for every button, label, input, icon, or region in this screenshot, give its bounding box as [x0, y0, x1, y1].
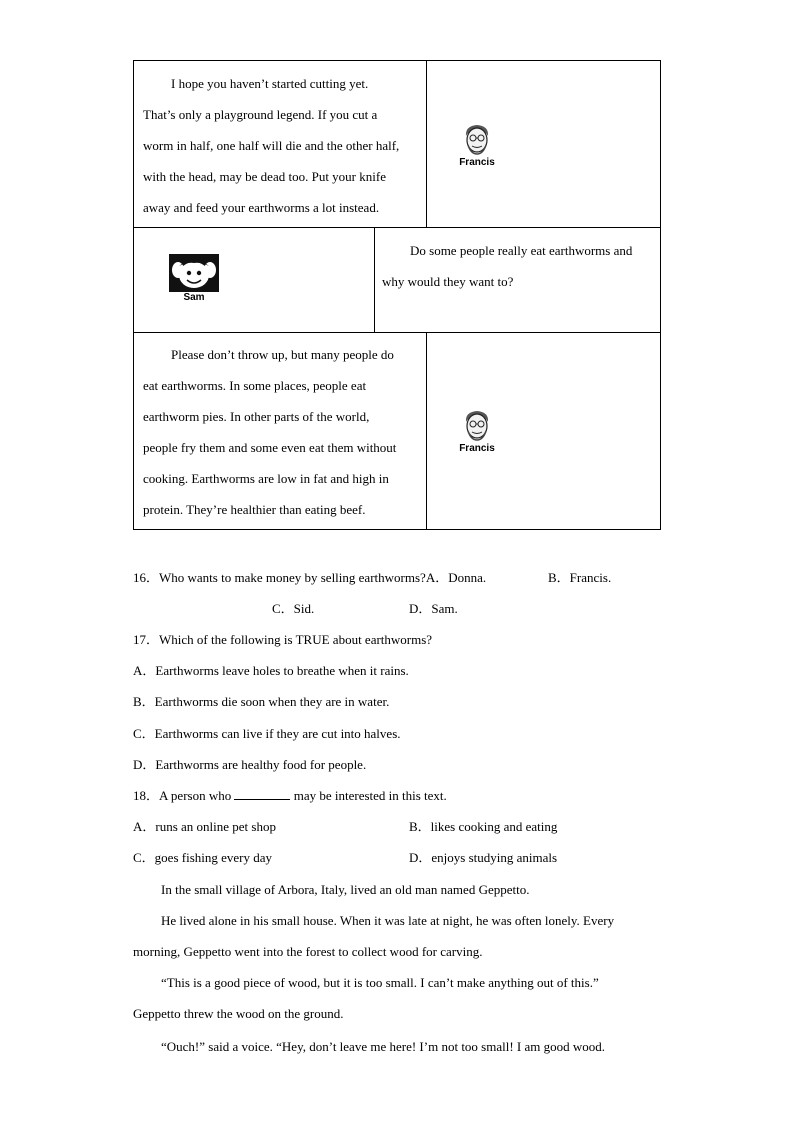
question-16-option-a: A．Donna. [425, 570, 487, 585]
sam-portrait-cell [134, 228, 375, 332]
question-18-option-a: A．runs an online pet shop [133, 819, 276, 834]
sam-name: Sam [183, 292, 205, 303]
sam-avatar [168, 254, 220, 304]
line: worm in half, one half will die and the other half, [143, 138, 400, 153]
story-paragraph-2-line-1: He lived alone in his small house. When it was late at night, he was often lonely. Every [161, 913, 615, 928]
question-17-stem: 17．Which of the following is TRUE about earthworms? [133, 632, 433, 647]
question-18-stem-end: may be interested in this text. [290, 788, 447, 803]
dialog-row-francis-1 [134, 61, 660, 228]
line: away and feed your earthworms a lot instead. [143, 200, 380, 215]
sam-question [382, 235, 632, 297]
story-paragraph-3-line-1: “This is a good piece of wood, but it is too small. I can’t make anything out of this.” [161, 975, 599, 990]
line: I hope you haven’t started cutting yet. [171, 76, 369, 91]
story-paragraph-4: “Ouch!” said a voice. “Hey, don’t leave me here! I’m not too small! I am good wood. [161, 1039, 606, 1054]
sam-question-cell [375, 228, 660, 332]
francis-portrait-cell-2 [427, 333, 660, 530]
francis-name: Francis [459, 157, 495, 168]
line: people fry them and some even eat them without [143, 440, 397, 455]
francis-avatar-2 [457, 407, 497, 455]
francis-reply-1 [143, 68, 399, 223]
question-18-option-b: B．likes cooking and eating [409, 819, 558, 834]
boy-cartoon-icon [169, 254, 219, 292]
question-17-option-b: B．Earthworms die soon when they are in water. [133, 694, 390, 709]
question-18-stem [133, 788, 447, 804]
dialog-row-sam [134, 228, 660, 333]
question-16-option-d: D．Sam. [409, 601, 458, 616]
story-paragraph-2-line-2: morning, Geppetto went into the forest to collect wood for carving. [133, 944, 483, 959]
line: protein. They’re healthier than eating beef. [143, 502, 366, 517]
story-paragraph-3-line-2: Geppetto threw the wood on the ground. [133, 1006, 344, 1021]
line: That’s only a playground legend. If you cut a [143, 107, 378, 122]
answer-blank [234, 788, 290, 800]
question-17-option-d: D．Earthworms are healthy food for people. [133, 757, 367, 772]
question-18-stem-start: 18．A person who [133, 788, 235, 803]
francis-name: Francis [459, 443, 495, 454]
line: Please don’t throw up, but many people do [171, 347, 394, 362]
question-18-option-d: D．enjoys studying animals [409, 850, 558, 865]
dialog-row-francis-2 [134, 333, 660, 530]
old-man-icon [459, 121, 495, 157]
francis-reply-2-cell [134, 333, 427, 530]
line: cooking. Earthworms are low in fat and high in [143, 471, 389, 486]
question-18-option-c: C．goes fishing every day [133, 850, 273, 865]
old-man-icon [459, 407, 495, 443]
question-17-option-c: C．Earthworms can live if they are cut into halves. [133, 726, 401, 741]
dialog-table [133, 60, 661, 530]
question-16-option-b: B．Francis. [548, 570, 612, 585]
francis-portrait-cell [427, 61, 660, 227]
francis-reply-2 [143, 339, 396, 525]
line: Do some people really eat earthworms and [410, 243, 633, 258]
question-17-option-a: A．Earthworms leave holes to breathe when it rains. [133, 663, 409, 678]
line: earthworm pies. In other parts of the world, [143, 409, 370, 424]
francis-reply-1-cell [134, 61, 427, 227]
question-16-stem: 16．Who wants to make money by selling earthworms? [133, 570, 426, 585]
story-paragraph-1: In the small village of Arbora, Italy, lived an old man named Geppetto. [161, 882, 530, 897]
question-16 [133, 570, 486, 586]
line: why would they want to? [382, 274, 514, 289]
line: with the head, may be dead too. Put your knife [143, 169, 386, 184]
line: eat earthworms. In some places, people eat [143, 378, 367, 393]
francis-avatar [457, 121, 497, 169]
question-16-option-c: C．Sid. [272, 601, 315, 616]
